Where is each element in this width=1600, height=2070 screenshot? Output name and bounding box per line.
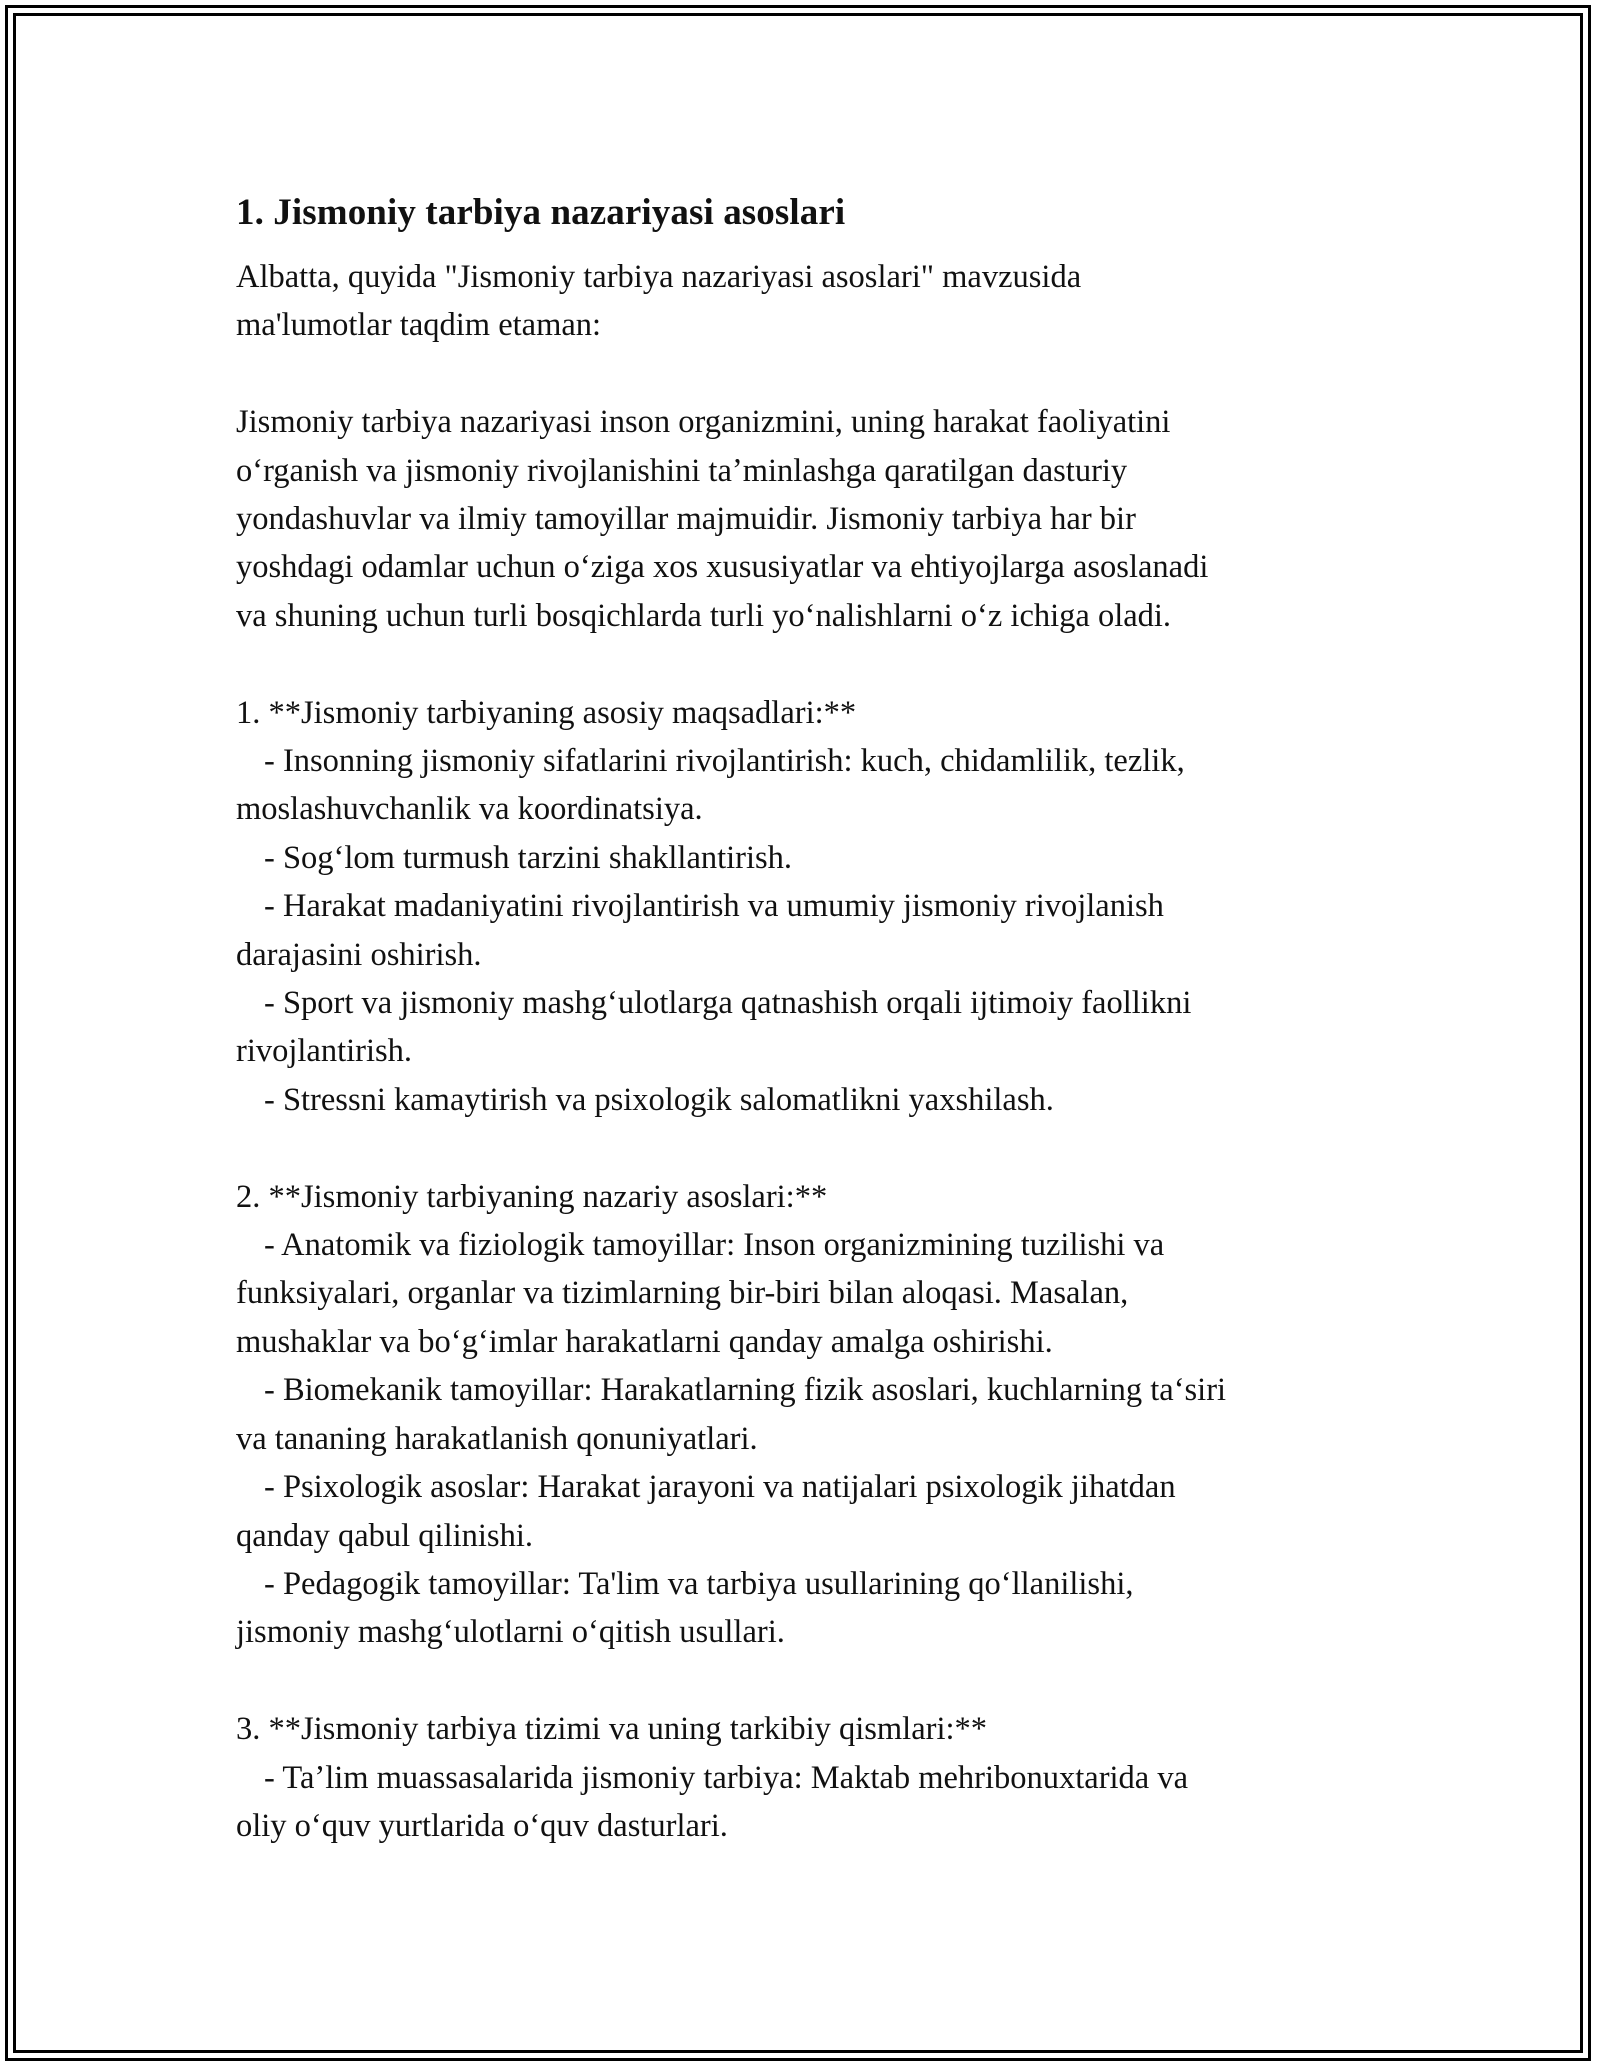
list-item: - Anatomik va fiziologik tamoyillar: Inson organizmining tuzilishi va (264, 1227, 1165, 1264)
section-title: 2. **Jismoniy tarbiyaning nazariy asoslari:** (236, 1178, 828, 1215)
document-body (236, 185, 1366, 1850)
list-item: - Biomekanik tamoyillar: Harakatlarning fizik asoslari, kuchlarning taʻsiri (264, 1372, 1227, 1409)
spacer (236, 1124, 1366, 1172)
list-item-continuation: rivojlantirish. (236, 1033, 413, 1070)
list-item: - Sport va jismoniy mashgʻulotlarga qatnashish orqali ijtimoiy faollikni (264, 985, 1192, 1022)
intro-block (236, 253, 1366, 350)
list-item: - Stressni kamaytirish va psixologik salomatlikni yaxshilash. (264, 1081, 1054, 1118)
document-heading: 1. Jismoniy tarbiya nazariyasi asoslari (236, 192, 846, 233)
paragraph-line: yondashuvlar va ilmiy tamoyillar majmuidir. Jismoniy tarbiya har bir (236, 501, 1136, 538)
section-title: 1. **Jismoniy tarbiyaning asosiy maqsadlari:** (236, 694, 857, 731)
list-item: - Psixologik asoslar: Harakat jarayoni va natijalari psixologik jihatdan (264, 1469, 1176, 1506)
list-item-continuation: qanday qabul qilinishi. (236, 1517, 533, 1554)
section-system (236, 1705, 1366, 1850)
list-item-continuation: jismoniy mashgʻulotlarni oʻqitish usullari. (236, 1614, 785, 1651)
list-item-continuation: oliy oʻquv yurtlarida oʻquv dasturlari. (236, 1807, 728, 1844)
section-theory (236, 1173, 1366, 1657)
list-item-continuation: mushaklar va boʻgʻimlar harakatlarni qanday amalga oshirishi. (236, 1323, 1053, 1360)
list-item-continuation: darajasini oshirish. (236, 936, 482, 973)
paragraph-line: va shuning uchun turli bosqichlarda turli yoʻnalishlarni oʻz ichiga oladi. (236, 597, 1172, 634)
list-item-continuation: moslashuvchanlik va koordinatsiya. (236, 791, 703, 828)
list-item-continuation: va tananing harakatlanish qonuniyatlari. (236, 1420, 758, 1457)
list-item: - Pedagogik tamoyillar: Ta'lim va tarbiya usullarining qoʻllanilishi, (264, 1565, 1134, 1602)
spacer (236, 350, 1366, 398)
list-item: - Insonning jismoniy sifatlarini rivojlantirish: kuch, chidamlilik, tezlik, (264, 743, 1185, 780)
list-item: - Taʼlim muassasalarida jismoniy tarbiya: Maktab mehribonuxtarida va (264, 1759, 1189, 1796)
spacer (236, 1657, 1366, 1705)
intro-line: Albatta, quyida "Jismoniy tarbiya nazariyasi asoslari" mavzusida (236, 259, 1082, 295)
paragraph-line: yoshdagi odamlar uchun oʻziga xos xususiyatlar va ehtiyojlarga asoslanadi (236, 549, 1209, 586)
list-item: - Harakat madaniyatini rivojlantirish va umumiy jismoniy rivojlanish (264, 888, 1164, 925)
intro-line: ma'lumotlar taqdim etaman: (236, 307, 602, 344)
paragraph-line: Jismoniy tarbiya nazariyasi inson organizmini, uning harakat faoliyatini (236, 404, 1171, 441)
paragraph-line: oʻrganish va jismoniy rivojlanishini taʼminlashga qaratilgan dasturiy (236, 452, 1128, 489)
section-title: 3. **Jismoniy tarbiya tizimi va uning tarkibiy qismlari:** (236, 1711, 988, 1748)
list-item-continuation: funksiyalari, organlar va tizimlarning bir-biri bilan aloqasi. Masalan, (236, 1275, 1129, 1312)
section-goals (236, 689, 1366, 1125)
spacer (236, 640, 1366, 688)
intro-paragraph (236, 398, 1366, 640)
list-item: - Sogʻlom turmush tarzini shakllantirish. (264, 839, 793, 876)
